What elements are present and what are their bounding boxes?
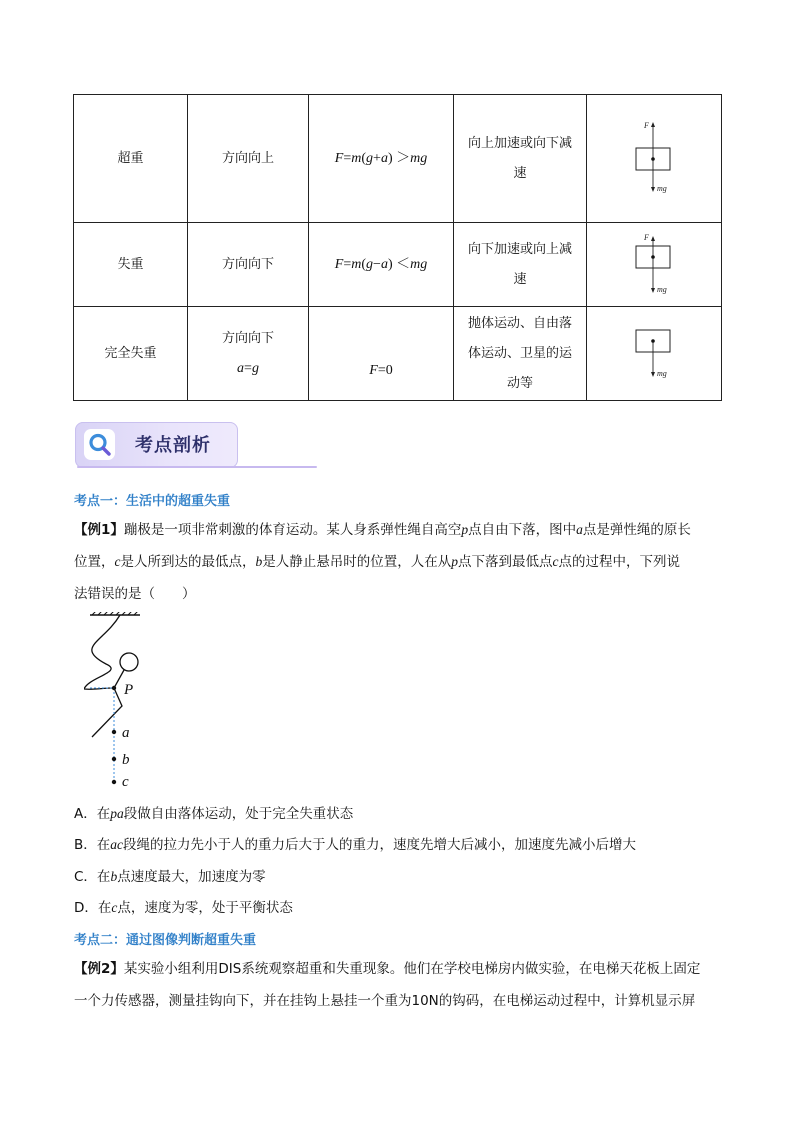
svg-text:mg: mg xyxy=(657,183,667,193)
force-formula: F=0 xyxy=(309,307,454,401)
topic-heading: 考点一：生活中的超重失重 xyxy=(74,494,231,509)
example-line: 法错误的是（ ） xyxy=(74,586,196,602)
state-name: 超重 xyxy=(74,95,188,223)
option-a: A．在pa段做自由落体运动，处于完全失重状态 xyxy=(74,806,354,822)
force-diagram-svg xyxy=(624,230,684,300)
table-row xyxy=(74,307,722,401)
motion-type: 抛体运动、自由落 体运动、卫星的运 动等 xyxy=(454,307,587,401)
option-c: C．在b点速度最大，加速度为零 xyxy=(74,869,266,885)
example-line: 【例1】蹦极是一项非常刺激的体育运动。某人身系弹性绳自高空p点自由下落，图中a点是弹性绳的原长 xyxy=(74,522,691,538)
svg-text:mg: mg xyxy=(657,284,667,294)
example-line: 位置，c是人所到达的最低点，b是人静止悬吊时的位置，人在从p点下落到最低点c点的过程中，下列说 xyxy=(74,554,680,570)
label-b: b xyxy=(122,752,130,768)
example-question xyxy=(74,953,722,1017)
state-name: 失重 xyxy=(74,223,188,307)
force-diagram xyxy=(587,307,722,401)
section-banner xyxy=(75,422,238,468)
search-icon xyxy=(84,429,115,460)
force-formula: F=m(g−a) ＜mg xyxy=(309,223,454,307)
acc-direction: 方向向下 xyxy=(188,223,309,307)
label-P: P xyxy=(124,682,134,698)
option-d: D．在c点，速度为零，处于平衡状态 xyxy=(74,900,293,916)
label-c: c xyxy=(122,774,129,790)
option-b: B．在ac段绳的拉力先小于人的重力后大于人的重力，速度先增大后减小，加速度先减小后增大 xyxy=(74,837,637,853)
force-diagram-svg xyxy=(624,119,684,199)
section-title: 考点剖析 xyxy=(135,435,211,456)
force-diagram xyxy=(587,95,722,223)
example-line: 一个力传感器，测量挂钩向下，并在挂钩上悬挂一个重为10N的钩码，在电梯运动过程中，计算机显示屏 xyxy=(74,993,696,1009)
svg-text:F: F xyxy=(644,232,649,242)
motion-type: 向上加速或向下减 速 xyxy=(454,95,587,223)
force-diagram xyxy=(587,223,722,307)
svg-text:mg: mg xyxy=(657,368,667,378)
force-formula: F=m(g+a) ＞mg xyxy=(309,95,454,223)
table-row xyxy=(74,95,722,223)
bungee-figure xyxy=(84,612,184,792)
example-line: 【例2】某实验小组利用DIS系统观察超重和失重现象。他们在学校电梯房内做实验，在电梯天花板上固定 xyxy=(74,961,701,977)
force-diagram-svg xyxy=(624,324,684,384)
label-a: a xyxy=(122,725,130,741)
acc-direction: 方向向上 xyxy=(188,95,309,223)
weight-table xyxy=(73,94,722,401)
state-name: 完全失重 xyxy=(74,307,188,401)
svg-text:F: F xyxy=(644,120,649,130)
topic-heading: 考点二：通过图像判断超重失重 xyxy=(74,933,257,948)
example-question xyxy=(74,514,722,610)
table-row xyxy=(74,223,722,307)
motion-type: 向下加速或向上减 速 xyxy=(454,223,587,307)
acc-direction: 方向向下 a=g xyxy=(188,307,309,401)
